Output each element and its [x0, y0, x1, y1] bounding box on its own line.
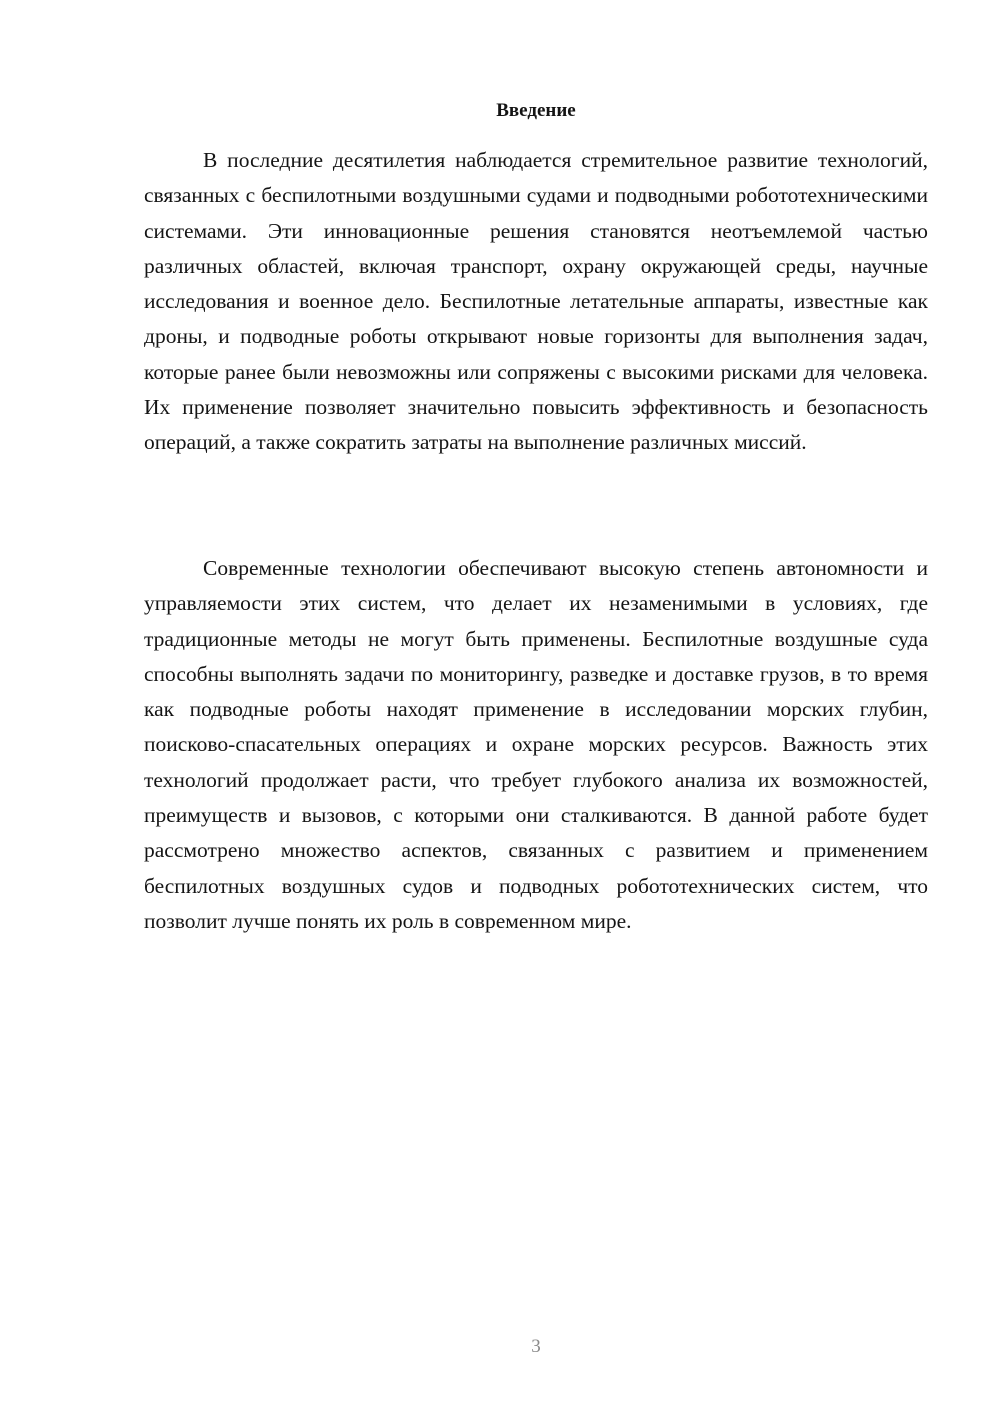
- section-heading: Введение: [496, 100, 576, 121]
- body-paragraph-2: Современные технологии обеспечивают высокую степень автономности и управляемости этих систем, что делает их незаменимыми в условиях, где традиционные методы не могут быть применены. Беспилотные воздушные суда способны выполнять задачи по мониторингу, разведке и доставке грузов, в то время как подводные роботы находят применение в исследовании морских глубин, поисково-спасательных операциях и охране морских ресурсов. Важность этих технологий продолжает расти, что требует глубокого анализа их возможностей, преимуществ и вызовов, с которыми они сталкиваются. В данной работе будет рассмотрено множество аспектов, связанных с развитием и применением беспилотных воздушных судов и подводных робототехнических систем, что позволит лучше понять их роль в современном мире.: [144, 556, 928, 933]
- page-number: 3: [531, 1336, 541, 1357]
- body-paragraph-1: В последние десятилетия наблюдается стремительное развитие технологий, связанных с беспилотными воздушными судами и подводными робототехническими системами. Эти инновационные решения становятся неотъемлемой частью различных областей, включая транспорт, охрану окружающей среды, научные исследования и военное дело. Беспилотные летательные аппараты, известные как дроны, и подводные роботы открывают новые горизонты для выполнения задач, которые ранее были невозможны или сопряжены с высокими рисками для человека. Их применение позволяет значительно повысить эффективность и безопасность операций, а также сократить затраты на выполнение различных миссий.: [144, 148, 928, 455]
